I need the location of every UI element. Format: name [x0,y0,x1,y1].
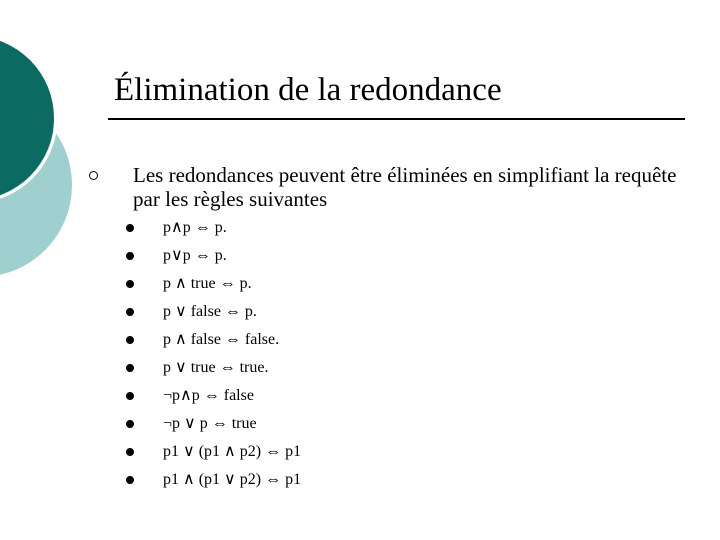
bullet-dot-icon [126,224,134,232]
rule-text: p ∧ false ⇔ false. [163,331,280,348]
title-underline [108,118,685,120]
rule-item [116,410,301,438]
bullet-dot-icon [126,392,134,400]
rule-text: p ∨ false ⇔ p. [163,303,257,320]
bullet-dot-icon [126,364,134,372]
bullet-dot-icon [126,252,134,260]
rule-text: ¬p ∨ p ⇔ true [163,415,257,432]
rule-text: p ∨ true ⇔ true. [163,359,269,376]
rule-item [116,242,301,270]
bullet-dot-icon [126,448,134,456]
rule-item [116,214,301,242]
slide-title: Élimination de la redondance [114,72,502,108]
bullet-dot-icon [126,476,134,484]
rule-item [116,382,301,410]
rule-text: ¬p∧p ⇔ false [163,387,254,404]
bullet-dot-icon [126,336,134,344]
rule-item [116,354,301,382]
bullet-dot-icon [126,280,134,288]
rule-item [116,466,301,494]
decorative-circles [0,0,120,300]
rule-text: p ∧ true ⇔ p. [163,275,252,292]
rule-text: p∧p ⇔ p. [163,219,227,236]
hollow-bullet-icon [89,171,98,180]
bullet-dot-icon [126,420,134,428]
rule-item [116,298,301,326]
rule-item [116,438,301,466]
rule-text: p∨p ⇔ p. [163,247,227,264]
bullet-dot-icon [126,308,134,316]
rule-item [116,270,301,298]
intro-text: Les redondances peuvent être éliminées en simplifiant la requête par les règles suivantes [133,163,677,211]
rule-text: p1 ∨ (p1 ∧ p2) ⇔ p1 [163,443,302,460]
rules-list [116,214,301,494]
rule-item [116,326,301,354]
rule-text: p1 ∧ (p1 ∨ p2) ⇔ p1 [163,471,302,488]
